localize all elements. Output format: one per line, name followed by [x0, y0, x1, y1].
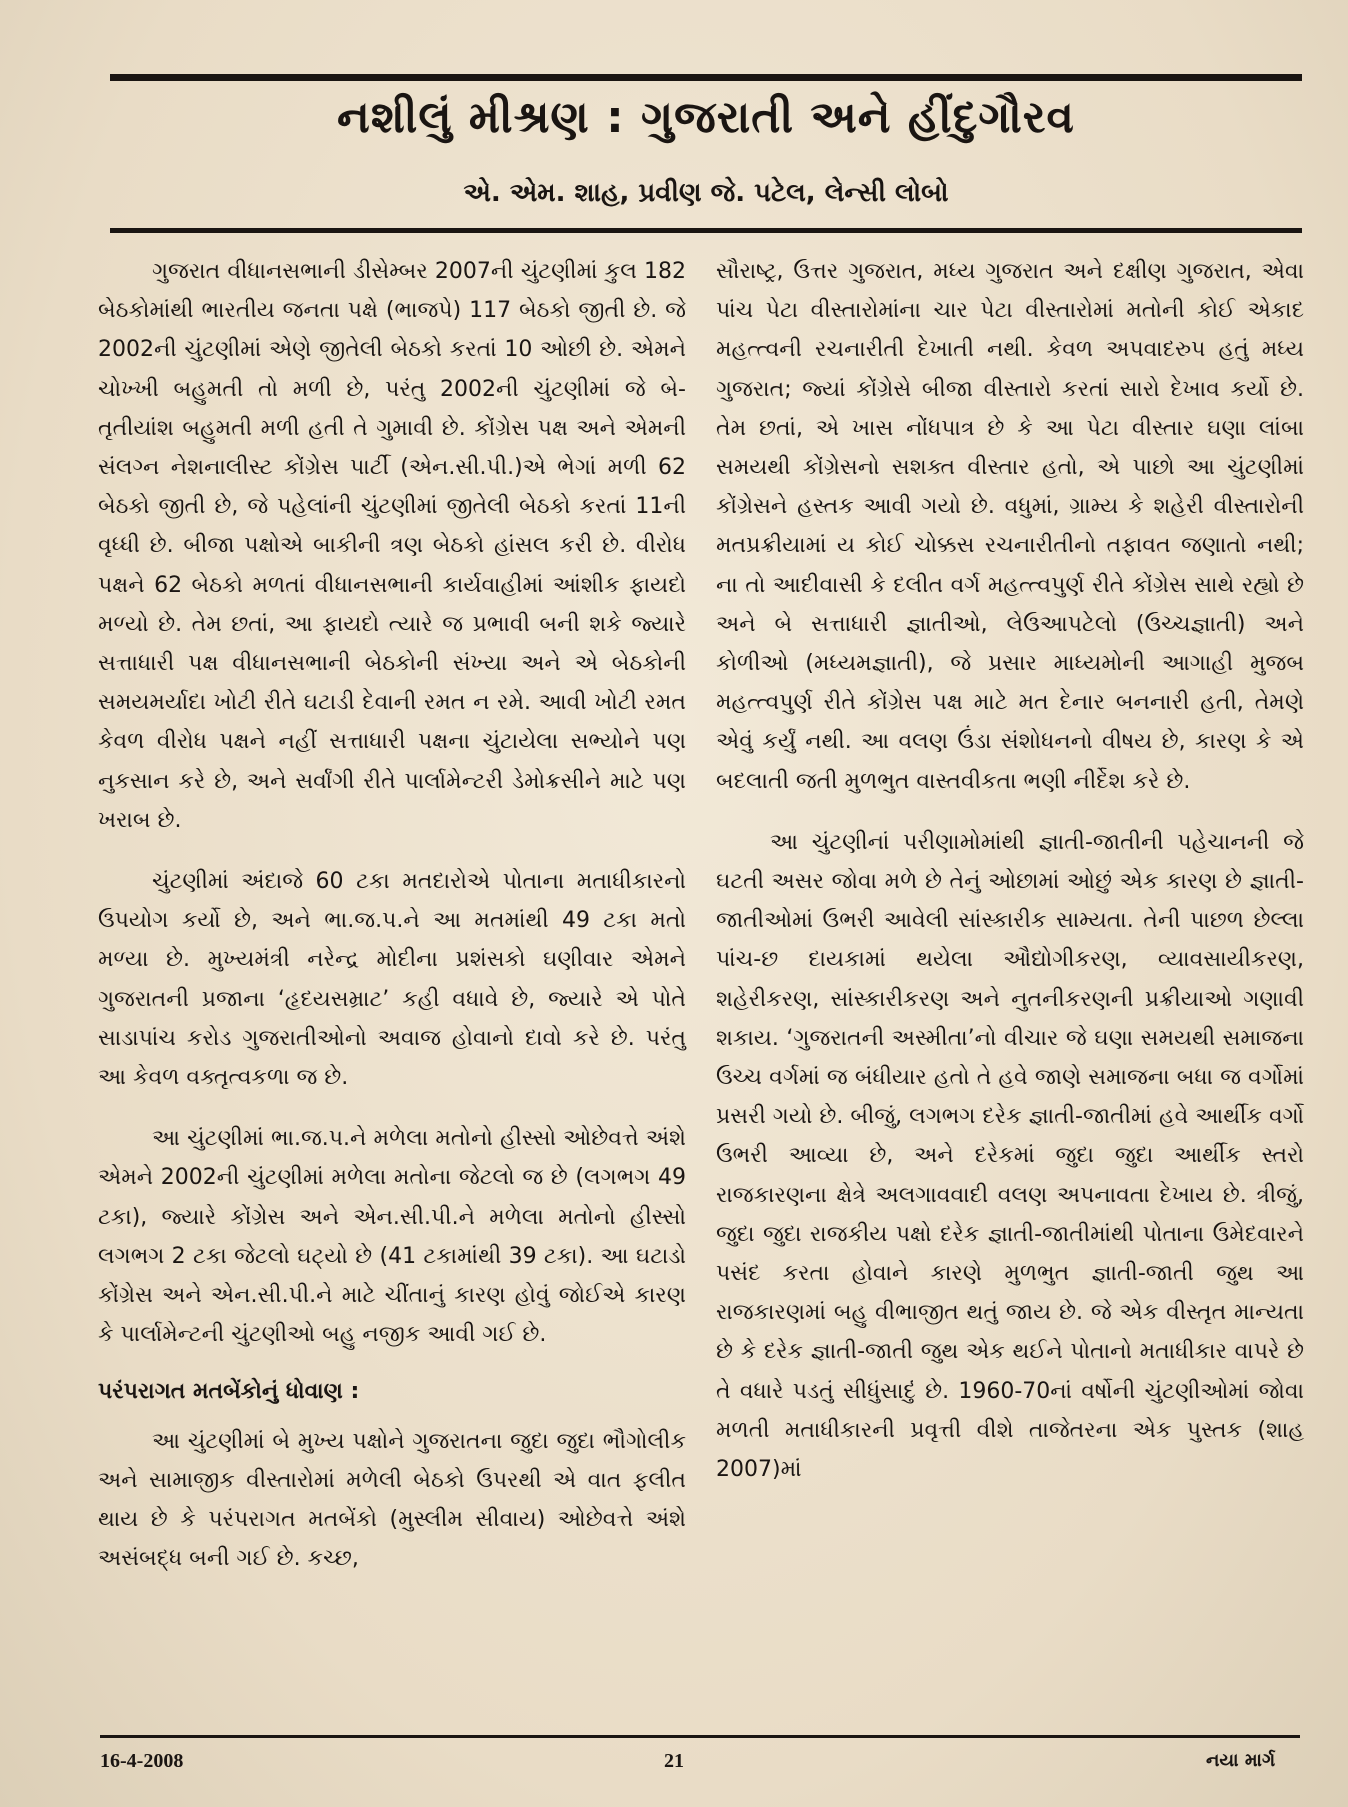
section-heading: પરંપરાગત મતબેંકોનું ધોવાણ : — [98, 1379, 360, 1405]
top-rule — [110, 74, 1302, 81]
header-rule — [110, 228, 1302, 233]
paragraph: આ ચુંટણીનાં પરીણામોમાંથી જ્ઞાતી-જાતીની પહેચાનની જે ઘટતી અસર જોવા મળે છે તેનું ઓછામાં ઓછું એક કારણ છે જ્ઞાતી-જાતીઓમાં ઉભરી આવેલી સાંસ્કારીક સામ્યતા. તેની પાછળ છેલ્લા પાંચ-છ દાયકામાં થયેલા ઔદ્યોગીકરણ, વ્યાવસાયીકરણ, શહેરીકરણ, સાંસ્કારીકરણ અને નુતનીકરણની પ્રક્રીયાઓ ગણાવી શકાય. ‘ગુજરાતની અસ્મીતા’નો વીચાર જે ઘણા સમયથી સમાજના ઉચ્ચ વર્ગમાં જ બંધીયાર હતો તે હવે જાણે સમાજના બધા જ વર્ગોમાં પ્રસરી ગયો છે. બીજું, લગભગ દરેક જ્ઞાતી-જાતીમાં હવે આર્થીક વર્ગો ઉભરી આવ્યા છે, અને દરેકમાં જુદા જુદા આર્થીક સ્તરો રાજકારણના ક્ષેત્રે અલગાવવાદી વલણ અપનાવતા દેખાય છે. ત્રીજું, જુદા જુદા રાજકીય પક્ષો દરેક જ્ઞાતી-જાતીમાંથી પોતાના ઉમેદવારને પસંદ કરતા હોવાને કારણે મુળભુત જ્ઞાતી-જાતી જુથ આ રાજકારણમાં બહુ વીભાજીત થતું જાય છે. જે એક વીસ્તૃત માન્યતા છે કે દરેક જ્ઞાતી-જાતી જુથ એક થઈને પોતાનો મતાધીકાર વાપરે છે તે વધારે પડતું સીધુંસાદું છે. 1960-70નાં વર્ષોની ચુંટણીઓમાં જોવા મળતી મતાધીકારની પ્રવૃત્તી વીશે તાજેતરના એક પુસ્તક (શાહ 2007)માં — [716, 829, 1305, 1483]
left-column — [98, 252, 686, 1579]
magazine-name: નયા માર્ગ — [1206, 1750, 1276, 1771]
footer-rule — [100, 1735, 1300, 1738]
issue-date: 16-4-2008 — [100, 1750, 184, 1772]
paragraph: ગુજરાત વીધાનસભાની ડીસેમ્બર 2007ની ચુંટણીમાં કુલ 182 બેઠકોમાંથી ભારતીય જનતા પક્ષે (ભાજપે) 117 બેઠકો જીતી છે. જે 2002ની ચુંટણીમાં એણે જીતેલી બેઠકો કરતાં 10 ઓછી છે. એમને ચોખ્ખી બહુમતી તો મળી છે, પરંતુ 2002ની ચુંટણીમાં જે બે-તૃતીયાંશ બહુમતી મળી હતી તે ગુમાવી છે. કોંગ્રેસ પક્ષ અને એમની સંલગ્ન નેશનાલીસ્ટ કોંગ્રેસ પાર્ટી (એન.સી.પી.)એ ભેગાં મળી 62 બેઠકો જીતી છે, જે પહેલાંની ચુંટણીમાં જીતેલી બેઠકો કરતાં 11ની વૃધ્ધી છે. બીજા પક્ષોએ બાકીની ત્રણ બેઠકો હાંસલ કરી છે. વીરોધ પક્ષને 62 બેઠકો મળતાં વીધાનસભાની કાર્યવાહીમાં આંશીક ફાયદો મળ્યો છે. તેમ છતાં, આ ફાયદો ત્યારે જ પ્રભાવી બની શકે જ્યારે સત્તાધારી પક્ષ વીધાનસભાની બેઠકોની સંખ્યા અને એ બેઠકોની સમયમર્યાદા ખોટી રીતે ઘટાડી દેવાની રમત ન રમે. આવી ખોટી રમત કેવળ વીરોધ પક્ષને નહીં સત્તાધારી પક્ષના ચુંટાયેલા સભ્યોને પણ નુકસાન કરે છે, અને સર્વાંગી રીતે પાર્લામેન્ટરી ડેમોક્રસીને માટે પણ ખરાબ છે. — [98, 259, 686, 833]
paragraph: ચુંટણીમાં અંદાજે 60 ટકા મતદારોએ પોતાના મતાધીકારનો ઉપયોગ કર્યો છે, અને ભા.જ.પ.ને આ મતમાંથી 49 ટકા મતો મળ્યા છે. મુખ્યમંત્રી નરેન્દ્ર મોદીના પ્રશંસકો ઘણીવાર એમને ગુજરાતની પ્રજાના ‘હૃદયસમ્રાટ’ કહી વધાવે છે, જ્યારે એ પોતે સાડાપાંચ કરોડ ગુજરાતીઓનો અવાજ હોવાનો દાવો કરે છે. પરંતુ આ કેવળ વક્તૃત્વકળા જ છે. — [98, 869, 686, 1091]
paragraph: સૌરાષ્ટ્ર, ઉત્તર ગુજરાત, મધ્ય ગુજરાત અને દક્ષીણ ગુજરાત, એવા પાંચ પેટા વીસ્તારોમાંના ચાર પેટા વીસ્તારોમાં મતોની કોઈ એકાદ મહત્ત્વની રચનારીતી દેખાતી નથી. કેવળ અપવાદરુપ હતું મધ્ય ગુજરાત; જ્યાં કોંગ્રેસે બીજા વીસ્તારો કરતાં સારો દેખાવ કર્યો છે. તેમ છતાં, એ ખાસ નોંધપાત્ર છે કે આ પેટા વીસ્તાર ઘણા લાંબા સમયથી કોંગ્રેસનો સશક્ત વીસ્તાર હતો, એ પાછો આ ચુંટણીમાં કોંગ્રેસને હસ્તક આવી ગયો છે. વધુમાં, ગ્રામ્ય કે શહેરી વીસ્તારોની મતપ્રક્રીયામાં ય કોઈ ચોક્કસ રચનારીતીનો તફાવત જણાતો નથી; ના તો આદીવાસી કે દલીત વર્ગ મહત્ત્વપુર્ણ રીતે કોંગ્રેસ સાથે રહ્યો છે અને બે સત્તાધારી જ્ઞાતીઓ, લેઉઆપટેલો (ઉચ્ચજ્ઞાતી) અને કોળીઓ (મધ્યમજ્ઞાતી), જે પ્રસાર માધ્યમોની આગાહી મુજબ મહત્ત્વપુર્ણ રીતે કોંગ્રેસ પક્ષ માટે મત દેનાર બનનારી હતી, તેમણે એવું કર્યું નથી. આ વલણ ઉંડા સંશોધનનો વીષય છે, કારણ કે એ બદલાતી જતી મુળભુત વાસ્તવીકતા ભણી નીર્દેશ કરે છે. — [716, 259, 1304, 794]
page-number: 21 — [664, 1750, 684, 1772]
paragraph: આ ચુંટણીમાં ભા.જ.પ.ને મળેલા મતોનો હીસ્સો ઓછેવત્તે અંશે એમને 2002ની ચુંટણીમાં મળેલા મતોના જેટલો જ છે (લગભગ 49 ટકા), જ્યારે કોંગ્રેસ અને એન.સી.પી.ને મળેલા મતોનો હીસ્સો લગભગ 2 ટકા જેટલો ઘટ્યો છે (41 ટકામાંથી 39 ટકા). આ ઘટાડો કોંગ્રેસ અને એન.સી.પી.ને માટે ચીંતાનું કારણ હોવું જોઈએ કારણ કે પાર્લામેન્ટની ચુંટણીઓ બહુ નજીક આવી ગઈ છે. — [98, 1126, 686, 1348]
right-column — [716, 252, 1304, 1489]
article-title: નશીલું મીશ્રણ : ગુજરાતી અને હીંદુગૌરવ — [337, 92, 1075, 143]
paragraph: આ ચુંટણીમાં બે મુખ્ય પક્ષોને ગુજરાતના જુદા જુદા ભૌગોલીક અને સામાજીક વીસ્તારોમાં મળેલી બેઠકો ઉપરથી એ વાત ફલીત થાય છે કે પરંપરાગત મતબેંકો (મુસ્લીમ સીવાય) ઓછેવત્તે અંશે અસંબદ્ધ બની ગઈ છે. કચ્છ, — [98, 1428, 686, 1572]
article-authors: એ. એમ. શાહ, પ્રવીણ જે. પટેલ, લેન્સી લોબો — [463, 178, 949, 208]
